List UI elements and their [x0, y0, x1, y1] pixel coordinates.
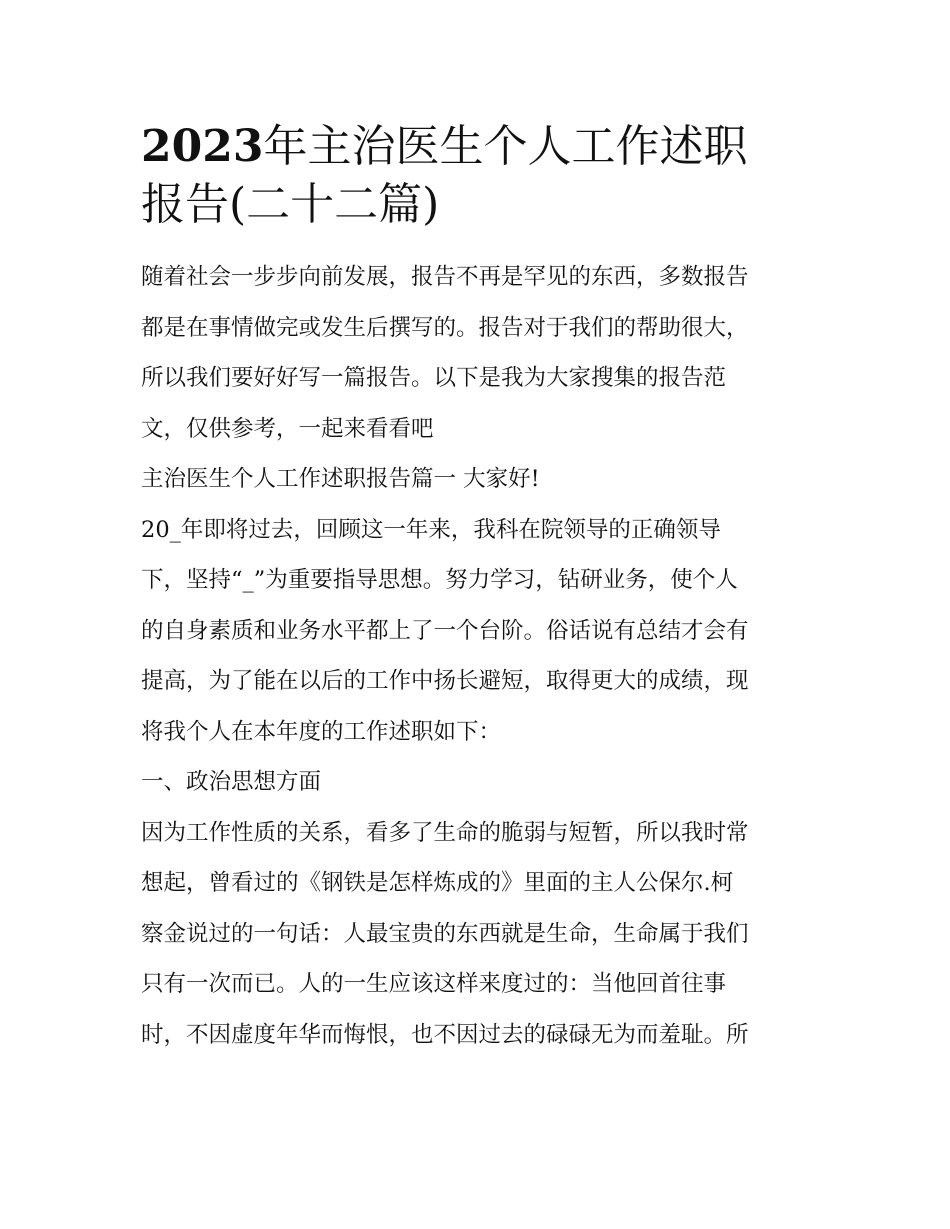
text-line: 下，坚持“_”为重要指导思想。努力学习，钻研业务，使个人	[141, 567, 738, 593]
text-line: 提高，为了能在以后的工作中扬长避短，取得更大的成绩，现	[141, 668, 749, 694]
title-line-1-text: 年主治医生个人工作述职	[263, 121, 748, 172]
text-line: 想起，曾看过的《钢铁是怎样炼成的》里面的主人公保尔.柯	[141, 870, 734, 896]
text-line: 只有一次而已。人的一生应该这样来度过的：当他回首往事	[141, 971, 727, 997]
title-line-2: 报告(二十二篇)	[141, 179, 440, 230]
text-line: 随着社会一步步向前发展，报告不再是罕见的东西，多数报告	[141, 264, 749, 290]
text-line: 将我个人在本年度的工作述职如下：	[141, 718, 502, 745]
text-line: 时，不因虚度年华而悔恨，也不因过去的碌碌无为而羞耻。所	[141, 1021, 749, 1048]
text-line: 都是在事情做完或发生后撰写的。报告对于我们的帮助很大，	[141, 314, 749, 341]
section-heading-line: 一、政治思想方面	[141, 769, 322, 795]
text-line: 的自身素质和业务水平都上了一个台阶。俗话说有总结才会有	[141, 617, 749, 644]
text-line: 察金说过的一句话：人最宝贵的东西就是生命，生命属于我们	[141, 920, 749, 947]
text-line: 因为工作性质的关系，看多了生命的脆弱与短暂，所以我时常	[141, 819, 749, 846]
document-content	[141, 118, 821, 1060]
title-year: 2023	[141, 121, 264, 172]
text-line: 20_年即将过去，回顾这一年来，我科在院领导的正确领导	[141, 516, 721, 543]
section-heading-line: 主治医生个人工作述职报告篇一 大家好!	[141, 466, 540, 492]
text-line: 所以我们要好好写一篇报告。以下是我为大家搜集的报告范	[141, 365, 727, 391]
title-line-1	[141, 118, 811, 176]
document-title	[141, 118, 811, 234]
text-line: 文，仅供参考，一起来看看吧	[141, 415, 434, 442]
document-body	[141, 252, 821, 1060]
